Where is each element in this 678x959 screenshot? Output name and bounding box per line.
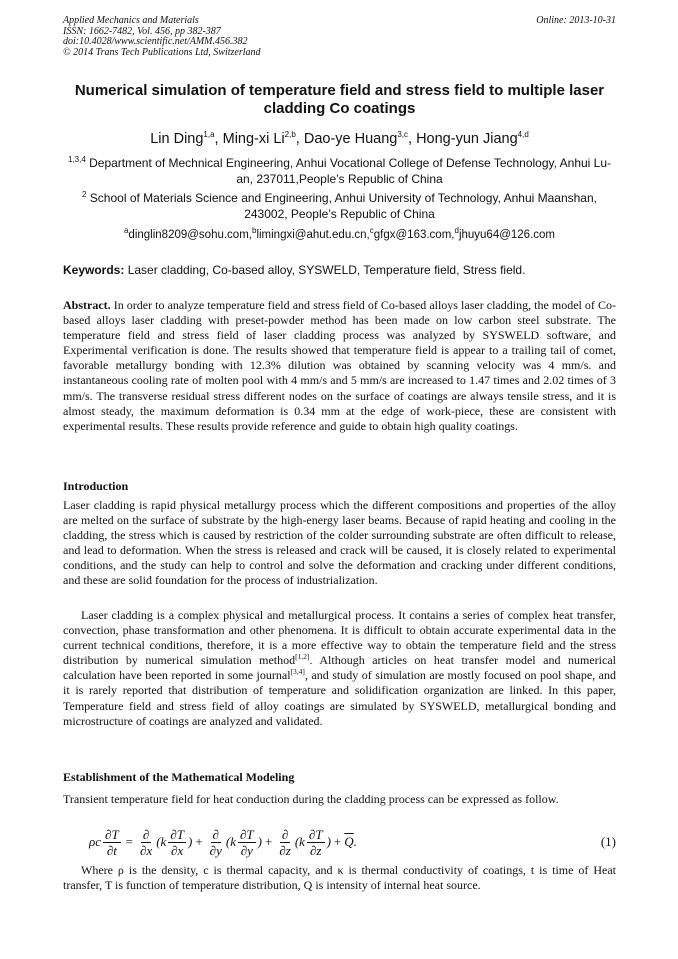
keywords-label: Keywords: [63, 263, 125, 277]
affiliation-mark: 1,3,4 [67, 155, 86, 164]
eq-term: (k [225, 834, 236, 849]
eq-term: (k [156, 834, 167, 849]
eq-denominator: ∂x [140, 842, 153, 858]
paragraph-text: , and study of simulation are mostly focused on pool shape, and it is rarely reported that distribution of temperature and solidification organization are linked. In this paper, Temperature field and stress field of alloy coatings are simulated by SYSWELD, metallurgical bonding and microstructure of coatings are analyzed and validated. [63, 668, 617, 728]
author-separator: , [214, 131, 223, 147]
eq-term: ) [187, 834, 193, 849]
keywords-text: Laser cladding, Co-based alloy, SYSWELD, Temperature field, Stress field. [124, 263, 526, 277]
author-affiliation-mark: 3,c [397, 130, 409, 140]
eq-denominator: ∂x [171, 842, 184, 858]
eq-numerator: ∂T [170, 826, 184, 842]
eq-period: . [353, 834, 357, 849]
affiliation-text: School of Materials Science and Engineering, Anhui University of Technology, Anhui Maanshan, 243002, People’s Republic of China [86, 191, 597, 221]
eq-numerator: ∂ [281, 826, 289, 842]
email-mark: a [123, 226, 129, 236]
eq-denominator: ∂y [240, 842, 253, 858]
eq-coefficient: ρc [89, 834, 102, 849]
eq-operator: + [264, 834, 273, 849]
author-affiliation-mark: 1,a [203, 130, 215, 140]
eq-heat-source: $\overline{Q}$ [344, 834, 354, 849]
email-link[interactable]: limingxi@ahut.edu.cn, [256, 229, 370, 241]
abstract [63, 298, 616, 434]
eq-fraction [103, 827, 121, 858]
eq-fraction [307, 827, 325, 858]
email-mark: b [251, 226, 257, 236]
abstract-text: In order to analyze temperature field and stress field of Co-based alloys laser cladding, the model of Co-based alloys laser cladding with preset-powder method has been made on low carbon steel substrate. The temperature field and stress field of laser cladding process was analyzed by SYSWELD software, and Experimental verification is done. The results showed that temperature field is appear to a trailing tail of comet, favorable metallurgy bonding with 12.3% dilution was obtained by scanning velocity was 4 mm/s. and instantaneous cooling rate of molten pool with 4 mm/s and 5 mm/s are increased to 1.47 times and 2.02 times of 3 mm/s. The transverse residual stress different nodes on the surface of coatings are always tensile stress, and it is almost steady, the maximum deformation is 0.34 mm at the edge of work-piece, these are consistent with experimental results. These results provide reference and guide to obtain high quality coatings. [63, 298, 616, 433]
eq-denominator: ∂t [106, 842, 117, 858]
eq-denominator: ∂z [279, 842, 291, 858]
eq-fraction [138, 827, 154, 858]
keywords [63, 263, 616, 277]
modeling-heading: Establishment of the Mathematical Modeling [63, 770, 295, 784]
introduction-paragraph-2 [63, 608, 616, 729]
eq-numerator: ∂T [308, 826, 323, 842]
journal-header [63, 16, 616, 58]
equation-body [89, 824, 357, 860]
author-affiliation-mark: 2,b [284, 130, 296, 140]
eq-fraction [277, 827, 292, 858]
eq-term: (k [294, 834, 305, 849]
eq-numerator: ∂ [142, 826, 150, 842]
author-name: Hong-yun Jiang [416, 131, 518, 147]
paper-title: Numerical simulation of temperature field and stress field to multiple laser cladding Co coatings [74, 82, 605, 117]
journal-name: Applied Mechanics and Materials [63, 15, 199, 26]
author-name: Lin Ding [150, 131, 204, 147]
email-mark: d [454, 226, 459, 236]
author-name: Ming-xi Li [222, 131, 285, 147]
eq-denominator: ∂z [310, 842, 322, 858]
affiliation-text: Department of Mechnical Engineering, Anhui Vocational College of Defense Technology, Anhui Lu-an, 237011,People’s Republic of China [85, 156, 612, 186]
eq-operator: + [195, 834, 203, 849]
citation-ref[interactable]: [3,4] [290, 667, 305, 677]
eq-denominator: ∂y [209, 842, 222, 858]
introduction-heading: Introduction [63, 479, 129, 493]
equation-number: (1) [600, 834, 616, 849]
email-mark: c [369, 226, 374, 236]
paragraph-text: . Although articles on heat transfer model and numerical calculation have been reported in some journal [63, 653, 616, 683]
eq-fraction [168, 827, 186, 858]
eq-operator: = [125, 834, 134, 849]
email-link[interactable]: jhuyu64@126.com [458, 229, 556, 241]
eq-numerator: ∂ [212, 826, 219, 842]
journal-doi[interactable]: doi:10.4028/www.scientific.net/AMM.456.382 [63, 36, 248, 48]
email-link[interactable]: gfgx@163.com, [373, 229, 455, 241]
eq-term: ) [257, 834, 262, 849]
equation-1 [63, 824, 616, 860]
eq-fraction [238, 827, 256, 858]
author-name: Dao-ye Huang [303, 131, 398, 147]
eq-term: ) [326, 834, 331, 849]
citation-ref[interactable]: [1,2] [295, 652, 310, 662]
eq-numerator: ∂T [239, 826, 254, 842]
modeling-paragraph-1: Transient temperature field for heat conduction during the cladding process can be expressed as follow. [63, 792, 559, 806]
author-affiliation-mark: 4,d [517, 130, 529, 140]
email-link[interactable]: dinglin8209@sohu.com, [128, 229, 252, 241]
eq-fraction [208, 827, 224, 858]
affiliation-mark: 2 [82, 190, 87, 199]
paragraph-text: Laser cladding is a complex physical and metallurgical process. It contains a series of complex heat transfer, convection, phase transformation and other phenomena. It is difficult to obtain accurate experimental data in the current technical conditions, therefore, it is a more effective way to obtain the temperature field and the stress distribution by numerical simulation method [63, 608, 616, 668]
email-list [63, 228, 616, 242]
journal-issn: ISSN: 1662-7482, Vol. 456, pp 382-387 [63, 25, 221, 37]
journal-copyright: © 2014 Trans Tech Publications Ltd, Switzerland [63, 46, 261, 58]
eq-numerator: ∂T [105, 826, 119, 842]
author-separator: , [408, 131, 417, 147]
equation-explanation: Where ρ is the density, c is thermal capacity, and κ is thermal conductivity of coatings, t is time of Heat transfer, T is function of temperature distribution, Q is intensity of internal heat source. [63, 863, 616, 893]
online-date: Online: 2013-10-31 [536, 15, 616, 26]
abstract-label: Abstract. [63, 298, 111, 312]
introduction-paragraph-1: Laser cladding is rapid physical metallurgy process which the different compositions and properties of the alloy are melted on the surface of substrate by the high-energy laser beams. Because of rapid heating and cooling in the cladding, the stress which is caused by restriction of the colder surrounding substrate are often difficult to release, and lead to deformation. When the stress is released and crack will be caused, it is closely related to experimental conditions, and the study can help to control and solve the deformation and cracking under different conditions, and these are solid foundation for the process of industrialization. [63, 498, 616, 588]
author-list [63, 130, 616, 148]
author-separator: , [295, 131, 304, 147]
affiliation-2 [63, 191, 616, 222]
affiliation-1 [63, 156, 616, 187]
eq-operator: + [333, 834, 342, 849]
